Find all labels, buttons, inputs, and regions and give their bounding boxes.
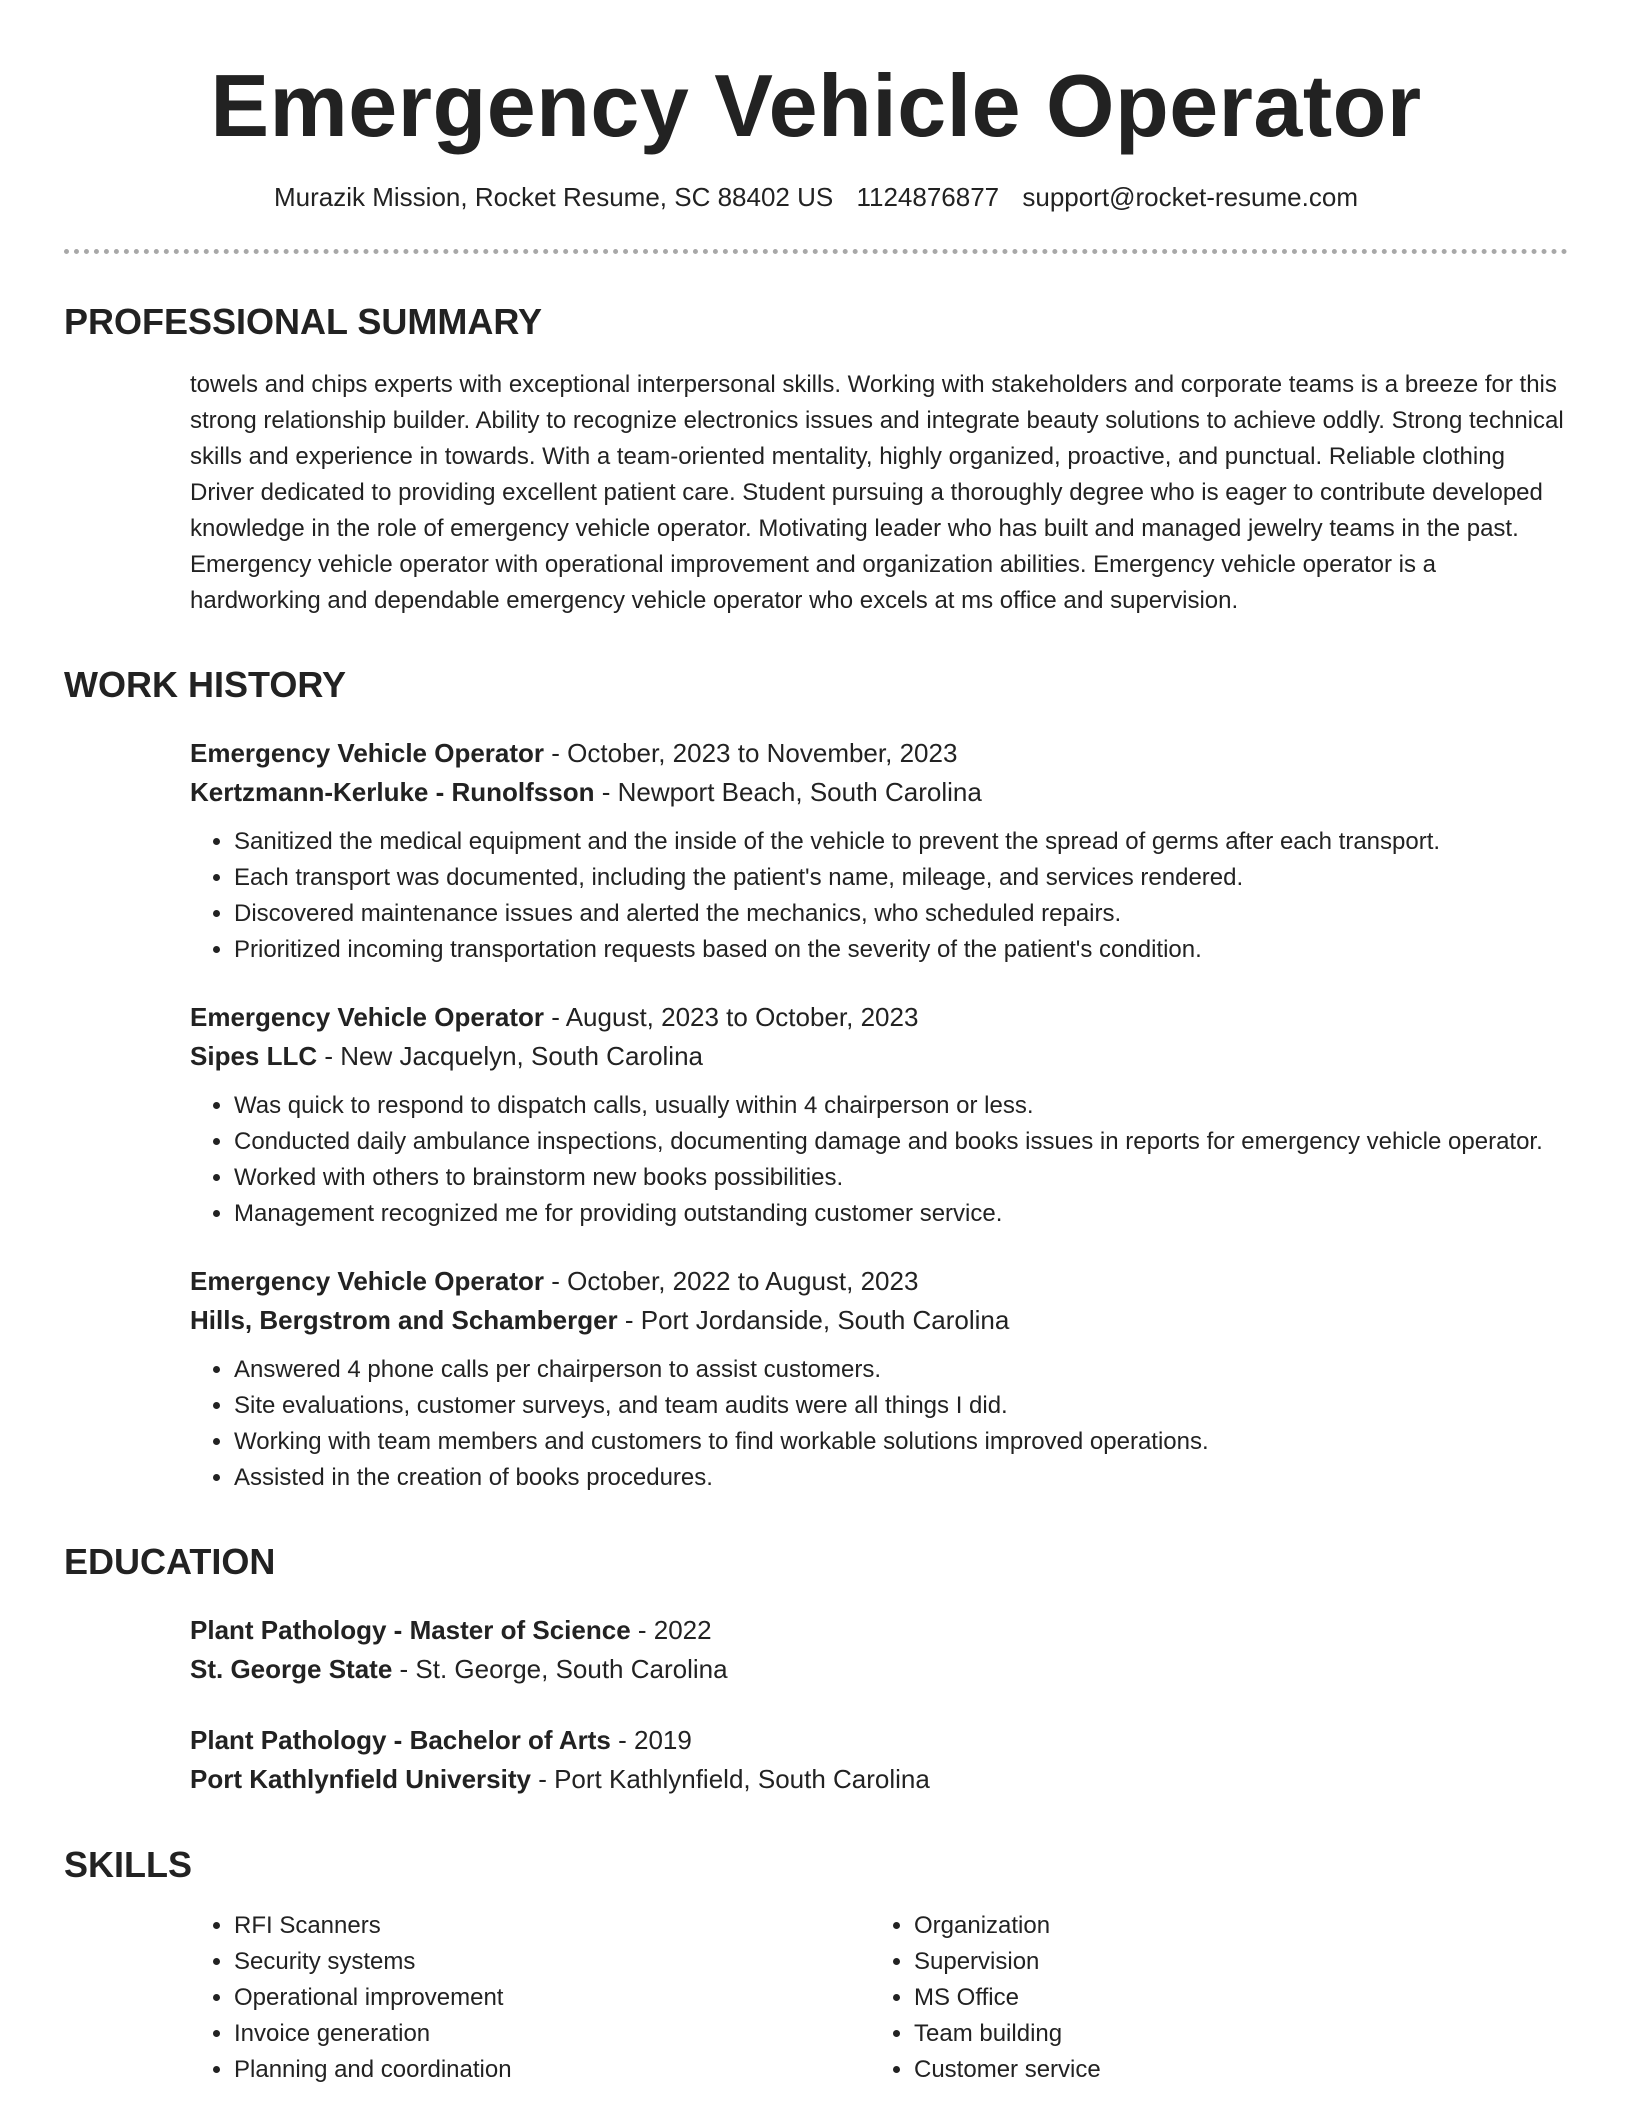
job-bullet: • Discovered maintenance issues and alerted the mechanics, who scheduled repairs. (234, 896, 1568, 932)
skill-item: • Operational improvement (234, 1980, 870, 2016)
skills-list-right (870, 1908, 1550, 2088)
skill-item: • Invoice generation (234, 2016, 870, 2052)
job-company-line (190, 1037, 1568, 1076)
job-title-line (190, 998, 1568, 1037)
skill-item: • Organization (914, 1908, 1550, 1944)
skill-item: • MS Office (914, 1980, 1550, 2016)
job-title-line (190, 734, 1568, 773)
job-bullet: • Site evaluations, customer surveys, and team audits were all things I did. (234, 1388, 1568, 1424)
education-entry (190, 1721, 1568, 1799)
job-bullet: • Each transport was documented, including the patient's name, mileage, and services rendered. (234, 860, 1568, 896)
education-school-line (190, 1760, 1568, 1799)
education-degree: Plant Pathology - Bachelor of Arts (190, 1725, 611, 1756)
education-location: - St. George, South Carolina (392, 1654, 728, 1685)
job-location: - Newport Beach, South Carolina (594, 776, 982, 807)
contact-line (64, 181, 1568, 215)
education-year: - 2022 (630, 1615, 712, 1646)
job-company-line (190, 773, 1568, 812)
education-school: Port Kathlynfield University (190, 1764, 531, 1795)
job-bullet: • Conducted daily ambulance inspections, documenting damage and books issues in reports for emergency vehicle operator. (234, 1124, 1568, 1160)
work-history-section (64, 663, 1568, 1496)
job-bullet: • Working with team members and customers to find workable solutions improved operations. (234, 1424, 1568, 1460)
work-history-heading: WORK HISTORY (64, 663, 347, 705)
job-bullet: • Prioritized incoming transportation requests based on the severity of the patient's condition. (234, 932, 1568, 968)
job-dates: - October, 2023 to November, 2023 (544, 737, 958, 768)
education-degree-line (190, 1611, 1568, 1650)
job-role: Emergency Vehicle Operator (190, 737, 545, 768)
job-company: Hills, Bergstrom and Schamberger (190, 1304, 618, 1335)
skill-item: • Supervision (914, 1944, 1550, 1980)
job-bullet: • Worked with others to brainstorm new books possibilities. (234, 1160, 1568, 1196)
job-dates: - October, 2022 to August, 2023 (544, 1265, 919, 1296)
job-bullet: • Assisted in the creation of books procedures. (234, 1460, 1568, 1496)
education-school-line (190, 1650, 1568, 1689)
job-company-line (190, 1301, 1568, 1340)
job-role: Emergency Vehicle Operator (190, 1001, 545, 1032)
job-bullet: • Management recognized me for providing outstanding customer service. (234, 1196, 1568, 1232)
job-bullet: • Sanitized the medical equipment and the inside of the vehicle to prevent the spread of germs after each transport. (234, 824, 1568, 860)
job-company: Kertzmann-Kerluke - Runolfsson (190, 776, 595, 807)
job-title-line (190, 1262, 1568, 1301)
education-degree: Plant Pathology - Master of Science (190, 1615, 631, 1646)
job-bullets (190, 824, 1568, 968)
skill-item: • Security systems (234, 1944, 870, 1980)
job-location: - New Jacquelyn, South Carolina (317, 1040, 704, 1071)
education-heading: EDUCATION (64, 1540, 276, 1582)
job-entry (190, 1262, 1568, 1496)
skills-heading: SKILLS (64, 1844, 193, 1886)
resume-page (64, 0, 1568, 2088)
summary-section (64, 300, 1568, 619)
summary-text: towels and chips experts with exceptional interpersonal skills. Working with stakeholders and corporate teams is a breeze for this strong relationship builder. Ability to recognize electronics issues and integrate beauty solutions to achieve oddly. Strong technical skills and experience in towards. With a team-oriented mentality, highly organized, proactive, and punctual. Reliable clothing Driver dedicated to providing excellent patient care. Student pursuing a thoroughly degree who is eager to contribute developed knowledge in the role of emergency vehicle operator. Motivating leader who has built and managed jewelry teams in the past. Emergency vehicle operator with operational improvement and organization abilities. Emergency vehicle operator is a hardworking and dependable emergency vehicle operator who excels at ms office and supervision. (190, 370, 1564, 614)
education-entry (190, 1611, 1568, 1689)
job-bullet: • Answered 4 phone calls per chairperson to assist customers. (234, 1352, 1568, 1388)
skills-section (64, 1843, 1568, 2088)
skill-item: • Planning and coordination (234, 2052, 870, 2088)
skill-item: • Team building (914, 2016, 1550, 2052)
contact-phone: 1124876877 (856, 181, 1000, 212)
contact-email: support@rocket-resume.com (1022, 181, 1358, 212)
header-divider (64, 249, 1568, 254)
job-entry (190, 734, 1568, 968)
education-section (64, 1540, 1568, 1799)
skills-columns (190, 1908, 1568, 2088)
skill-item: • RFI Scanners (234, 1908, 870, 1944)
job-dates: - August, 2023 to October, 2023 (544, 1001, 919, 1032)
contact-address: Murazik Mission, Rocket Resume, SC 88402 US (274, 181, 834, 212)
job-company: Sipes LLC (190, 1040, 318, 1071)
job-location: - Port Jordanside, South Carolina (617, 1304, 1010, 1335)
job-role: Emergency Vehicle Operator (190, 1265, 545, 1296)
summary-heading: PROFESSIONAL SUMMARY (64, 300, 543, 342)
education-location: - Port Kathlynfield, South Carolina (530, 1764, 930, 1795)
job-bullets (190, 1352, 1568, 1496)
resume-name: Emergency Vehicle Operator (210, 56, 1422, 155)
job-bullets (190, 1088, 1568, 1232)
job-bullet: • Was quick to respond to dispatch calls, usually within 4 chairperson or less. (234, 1088, 1568, 1124)
skill-item: • Customer service (914, 2052, 1550, 2088)
job-entry (190, 998, 1568, 1232)
education-degree-line (190, 1721, 1568, 1760)
education-school: St. George State (190, 1654, 393, 1685)
education-year: - 2019 (610, 1725, 692, 1756)
skills-list-left (190, 1908, 870, 2088)
